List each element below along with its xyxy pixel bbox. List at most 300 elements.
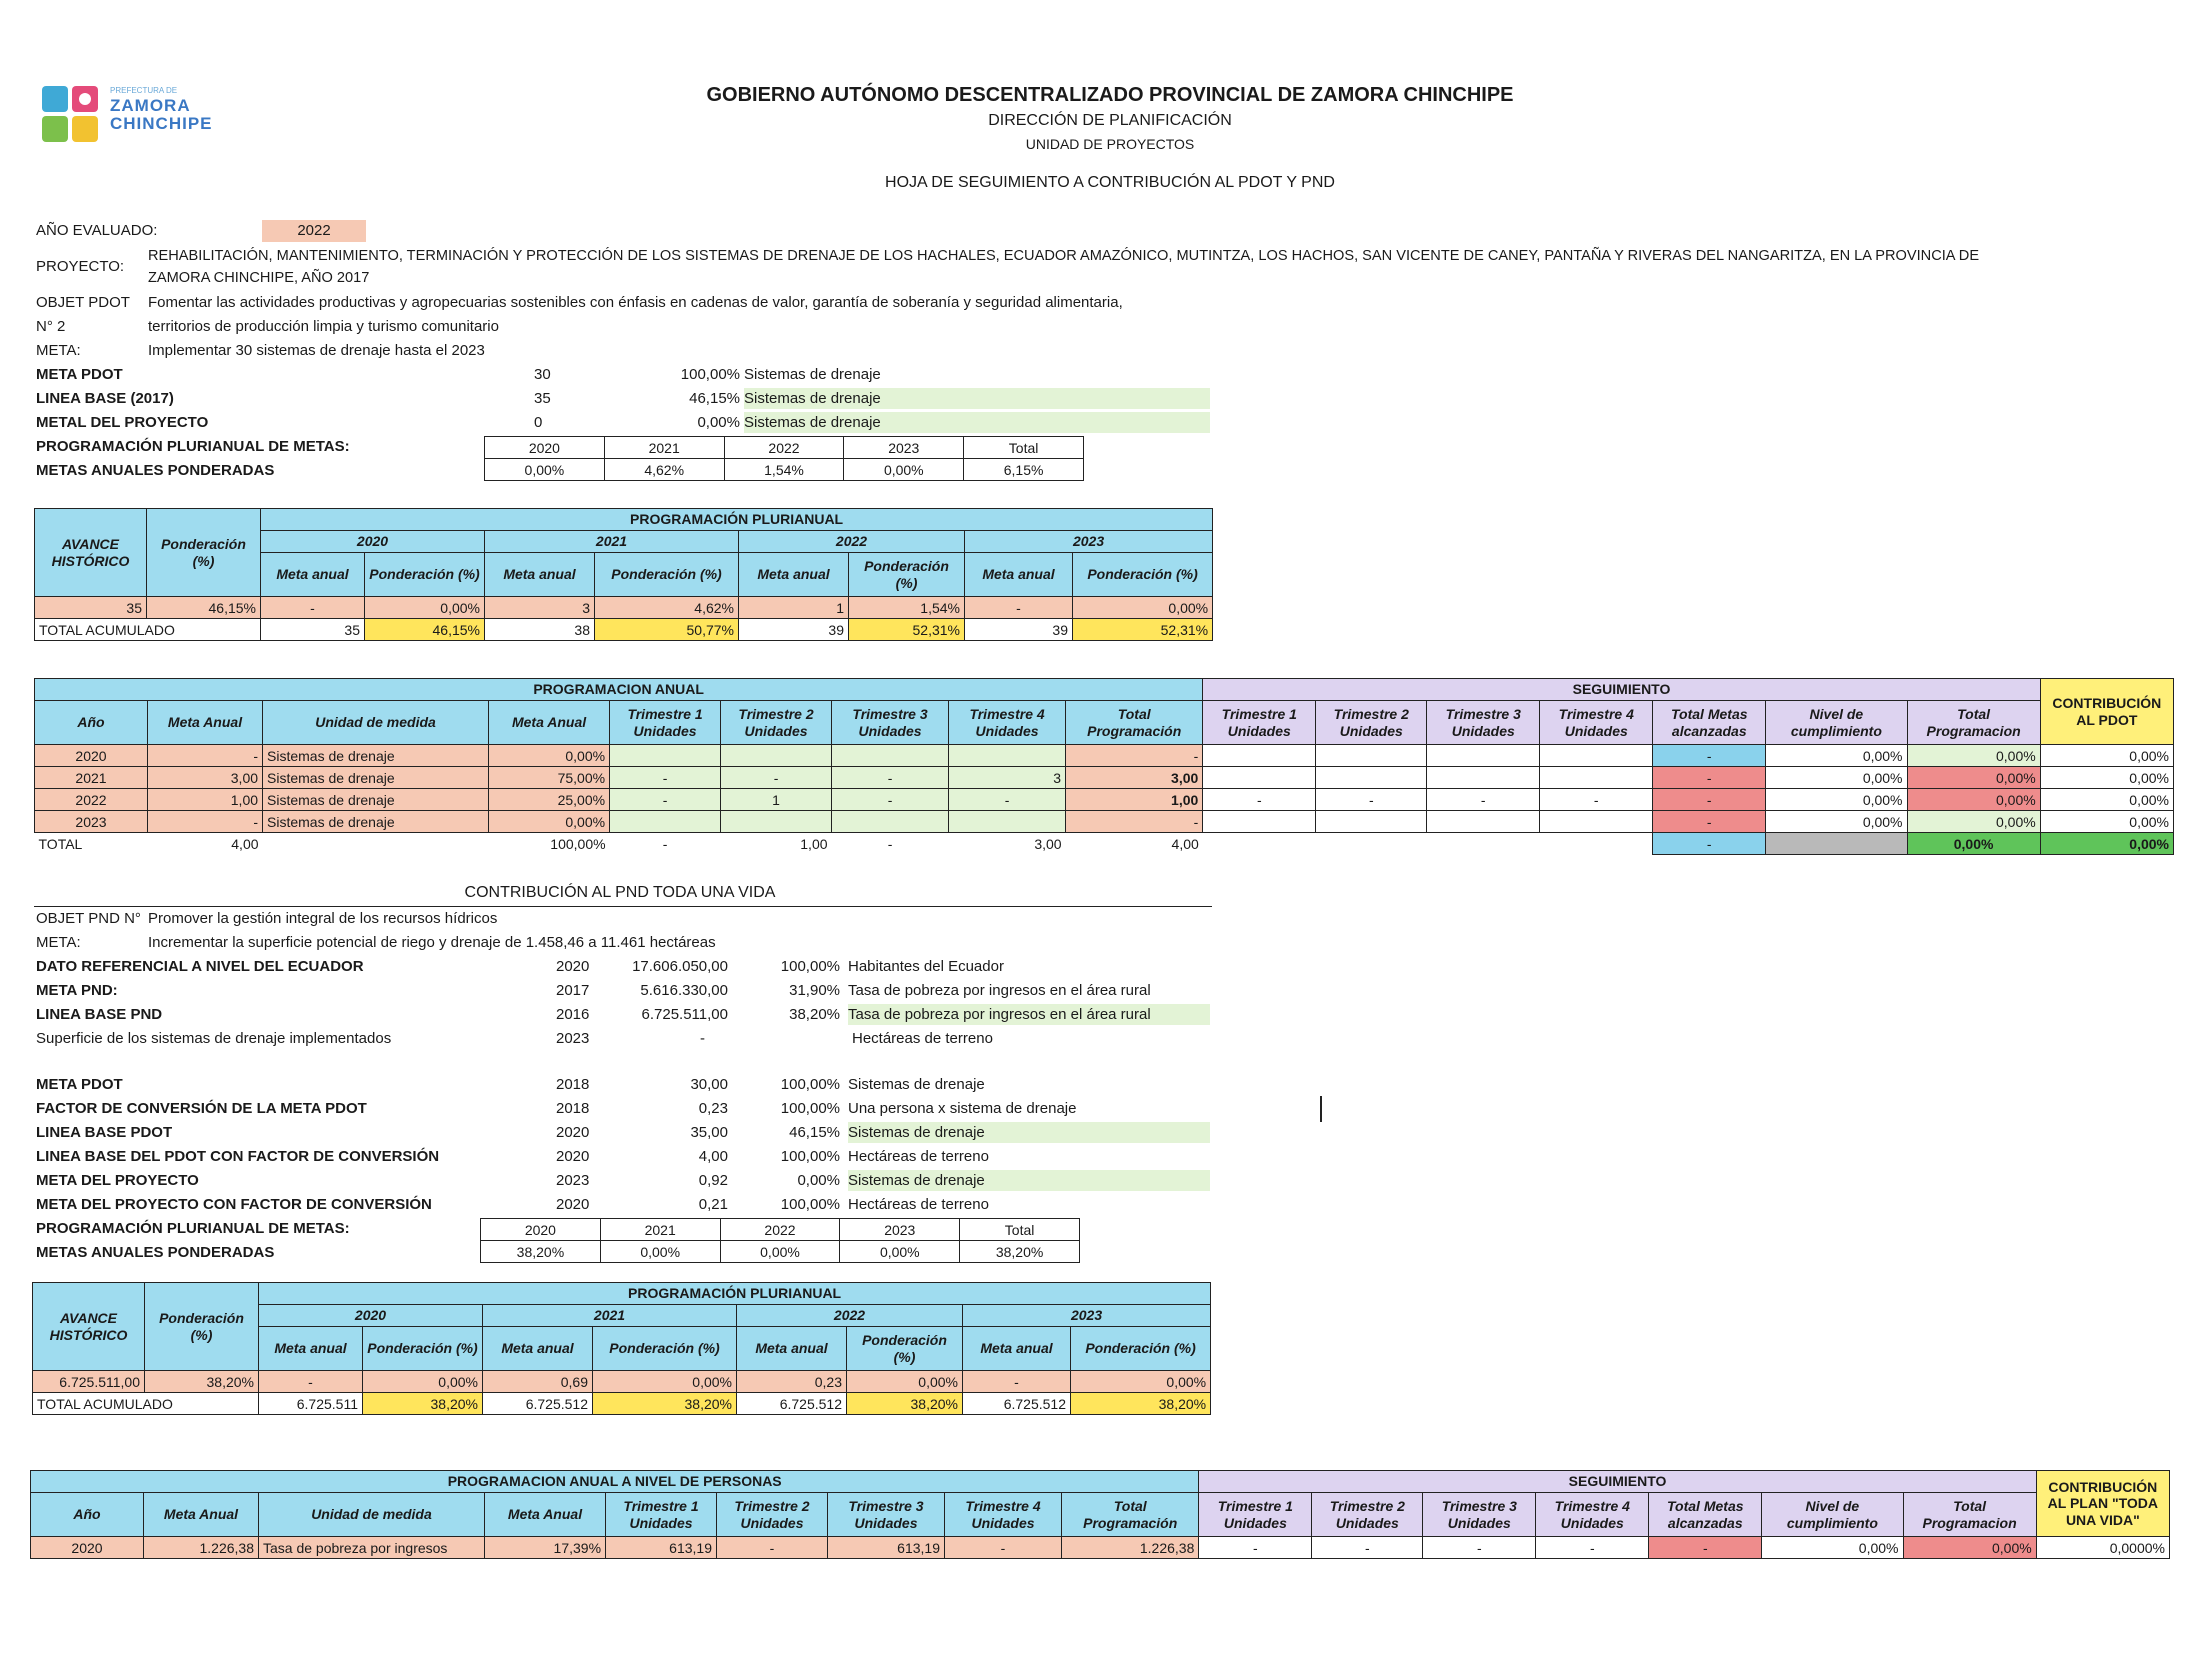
- table-row: [35, 767, 2174, 789]
- table-cell: 6.725.511: [259, 1393, 363, 1415]
- contribucion-header: CONTRIBUCIÓN AL PDOT: [2040, 679, 2173, 745]
- page-title: GOBIERNO AUTÓNOMO DESCENTRALIZADO PROVINCIAL DE ZAMORA CHINCHIPE: [706, 84, 1514, 106]
- column-header: Trimestre 4 Unidades: [1536, 1493, 1649, 1537]
- column-header: Total Programación: [1066, 701, 1203, 745]
- pnd-title-underline: [34, 906, 1212, 907]
- table-cell: 0,00%: [593, 1371, 737, 1393]
- year-header: 2020: [259, 1305, 483, 1327]
- column-header: Trimestre 2 Unidades: [1316, 701, 1427, 745]
- table-cell: -: [963, 1371, 1071, 1393]
- ponderacion-header: Ponderación (%): [147, 509, 261, 597]
- table-cell: [1427, 767, 1540, 789]
- meta-label: META:: [36, 342, 81, 359]
- year-header: 2020: [481, 1219, 601, 1241]
- table-cell: [1203, 811, 1316, 833]
- table-cell: -: [1649, 1537, 1762, 1559]
- pnd-row-value: 6.725.511,00: [641, 1006, 728, 1023]
- table-cell: 38,20%: [363, 1393, 483, 1415]
- column-header: Nivel de cumplimiento: [1766, 701, 1907, 745]
- pdot-row-pct: 0,00%: [697, 414, 740, 431]
- total-row: [35, 833, 2174, 855]
- column-header: Trimestre 1 Unidades: [1203, 701, 1316, 745]
- table-cell: [832, 811, 949, 833]
- table-cell: 0,00%: [1766, 811, 1907, 833]
- total-row: [33, 1393, 1211, 1415]
- pnd-meta-value: Incrementar la superficie potencial de riego y drenaje de 1.458,46 a 11.461 hectáreas: [148, 934, 716, 951]
- table-cell: 1,00: [148, 789, 263, 811]
- logo-line2: CHINCHIPE: [110, 114, 213, 133]
- pnd-row-label: FACTOR DE CONVERSIÓN DE LA META PDOT: [36, 1100, 367, 1117]
- table-cell: -: [259, 1371, 363, 1393]
- avance-historico-header: AVANCE HISTÓRICO: [33, 1283, 145, 1371]
- table-cell: [610, 811, 721, 833]
- table-cell: 3,00: [1034, 835, 1062, 852]
- metas-ponderadas-label: METAS ANUALES PONDERADAS: [36, 1244, 275, 1261]
- table-cell: 39: [739, 619, 849, 641]
- year-header: 2021: [485, 531, 739, 553]
- pdot-row-unit: Sistemas de drenaje: [744, 388, 1210, 409]
- table-cell: 0,00%: [1762, 1537, 1903, 1559]
- pdot-row-label: LINEA BASE (2017): [36, 390, 174, 407]
- table-cell: 3,00: [148, 767, 263, 789]
- pnd-row-value: 35,00: [690, 1124, 728, 1141]
- pdot-row-label: META PDOT: [36, 366, 123, 383]
- table-cell: -: [1653, 789, 1766, 811]
- table-cell: -: [1536, 1537, 1649, 1559]
- table-cell: -: [1653, 767, 1766, 789]
- pnd-row-unit: Tasa de pobreza por ingresos en el área rural: [848, 982, 1151, 999]
- proyecto-line1: REHABILITACIÓN, MANTENIMIENTO, TERMINACIÓN Y PROTECCIÓN DE LOS SISTEMAS DE DRENAJE DE LOS HACHALES, ECUADOR AMAZÓNICO, MUTINTZA, LOS HACHOS, SAN VICENTE DE CANEY, PANTAÑA Y RIVERAS DEL NANGARITZA, EN LA PROVINCIA DE: [148, 248, 1980, 264]
- table-cell: -: [949, 789, 1066, 811]
- pdot-row-pct: 46,15%: [689, 390, 740, 407]
- table-cell: Tasa de pobreza por ingresos: [258, 1537, 484, 1559]
- objet-label-2: N° 2: [36, 318, 66, 335]
- year-header: 2021: [483, 1305, 737, 1327]
- table-cell: 4,62%: [595, 597, 739, 619]
- pnd-row-unit: Sistemas de drenaje: [848, 1170, 1210, 1191]
- subtitle-direccion: DIRECCIÓN DE PLANIFICACIÓN: [988, 112, 1232, 129]
- table-cell: -: [945, 1537, 1062, 1559]
- table-cell: 1,00: [800, 835, 828, 852]
- column-header: Trimestre 3 Unidades: [827, 1493, 944, 1537]
- section-title: PROGRAMACIÓN PLURIANUAL: [259, 1283, 1211, 1305]
- pdot-row-label: METAL DEL PROYECTO: [36, 414, 209, 431]
- table-cell: 3: [949, 767, 1066, 789]
- metas-ponderadas-label: METAS ANUALES PONDERADAS: [36, 462, 275, 479]
- column-header: Total Programacion: [1903, 1493, 2036, 1537]
- programacion-anual-personas-table: [30, 1470, 2170, 1559]
- pnd-meta-label: META:: [36, 934, 81, 951]
- pct-cell: 1,54%: [724, 459, 844, 481]
- table-cell: [721, 811, 832, 833]
- column-header: Meta Anual: [489, 701, 610, 745]
- table-cell: 0,00%: [489, 745, 610, 767]
- table-cell: -: [610, 767, 721, 789]
- anio-value: 2022: [262, 220, 366, 242]
- pnd-row-value: 0,23: [698, 1100, 728, 1117]
- table-cell: 35: [261, 619, 365, 641]
- table-cell: 75,00%: [489, 767, 610, 789]
- pnd-row-year: 2020: [556, 1124, 590, 1141]
- pnd-row-unit: Tasa de pobreza por ingresos en el área rural: [848, 1004, 1210, 1025]
- table-cell: [1203, 833, 1316, 855]
- table-cell: 6.725.511,00: [33, 1371, 145, 1393]
- pnd-row-label: LINEA BASE PND: [36, 1006, 163, 1023]
- table-cell: -: [832, 789, 949, 811]
- column-header: Nivel de cumplimiento: [1762, 1493, 1903, 1537]
- table-cell: -: [1316, 789, 1427, 811]
- text-cursor: [1320, 1096, 1322, 1122]
- plurianual-label: PROGRAMACIÓN PLURIANUAL DE METAS:: [36, 438, 350, 455]
- pct-cell: 4,62%: [604, 459, 724, 481]
- table-cell: 0,00%: [1907, 767, 2040, 789]
- column-header: Trimestre 4 Unidades: [949, 701, 1066, 745]
- table-cell: -: [832, 767, 949, 789]
- table-cell: [1316, 833, 1427, 855]
- table-cell: 0,00%: [2040, 745, 2173, 767]
- table-cell: 1: [739, 597, 849, 619]
- meta-anual-header: Meta anual: [963, 1327, 1071, 1371]
- section-title: PROGRAMACION ANUAL A NIVEL DE PERSONAS: [31, 1471, 1199, 1493]
- ponderacion-header: Ponderación (%): [595, 553, 739, 597]
- pdot-row-pct: 100,00%: [680, 366, 740, 383]
- ponderacion-header: Ponderación (%): [1073, 553, 1213, 597]
- table-cell: -: [1312, 1537, 1423, 1559]
- table-cell: 3,00: [1066, 767, 1203, 789]
- table-cell: 0,00%: [1766, 789, 1907, 811]
- column-header: Meta Anual: [143, 1493, 258, 1537]
- pnd-row-value: 0,92: [698, 1172, 728, 1189]
- table-cell: 6.725.512: [483, 1393, 593, 1415]
- pnd-title: CONTRIBUCIÓN AL PND TODA UNA VIDA: [464, 884, 776, 901]
- table-cell: [1316, 745, 1427, 767]
- column-header: Año: [31, 1493, 144, 1537]
- table-cell: 0,00%: [1907, 811, 2040, 833]
- plurianual-table: [484, 436, 1084, 481]
- table-cell: [1316, 767, 1427, 789]
- proyecto-line2: ZAMORA CHINCHIPE, AÑO 2017: [148, 270, 370, 286]
- table-cell: [263, 833, 489, 855]
- pnd-row-unit: Habitantes del Ecuador: [848, 958, 1004, 975]
- table-cell: 46,15%: [147, 597, 261, 619]
- programacion-plurianual-table-pnd: [32, 1282, 1211, 1415]
- pnd-row-year: 2016: [556, 1006, 590, 1023]
- year-header: 2023: [844, 437, 964, 459]
- meta-anual-header: Meta anual: [261, 553, 365, 597]
- table-cell: [1427, 811, 1540, 833]
- table-cell: 46,15%: [365, 619, 485, 641]
- table-cell: -: [148, 811, 263, 833]
- year-header: 2020: [485, 437, 605, 459]
- pnd-row-year: 2017: [556, 982, 590, 999]
- table-cell: [1427, 833, 1540, 855]
- table-cell: 0,00%: [1907, 833, 2040, 855]
- table-cell: -: [610, 789, 721, 811]
- column-header: Unidad de medida: [258, 1493, 484, 1537]
- table-cell: -: [721, 767, 832, 789]
- pnd-row-year: 2018: [556, 1076, 590, 1093]
- province-seal-icon: [36, 80, 106, 150]
- column-header: Unidad de medida: [263, 701, 489, 745]
- table-cell: 17,39%: [484, 1537, 605, 1559]
- total-label: TOTAL ACUMULADO: [33, 1393, 259, 1415]
- table-row: [35, 597, 1213, 619]
- pnd-objet-value: Promover la gestión integral de los recursos hídricos: [148, 910, 498, 927]
- table-row: [35, 745, 2174, 767]
- table-cell: [1540, 811, 1653, 833]
- column-header: Trimestre 1 Unidades: [1199, 1493, 1312, 1537]
- table-cell: 0,00%: [1766, 767, 1907, 789]
- pnd-row-pct: 46,15%: [789, 1124, 840, 1141]
- table-cell: 613,19: [827, 1537, 944, 1559]
- pct-cell: 0,00%: [485, 459, 605, 481]
- plurianual-label: PROGRAMACIÓN PLURIANUAL DE METAS:: [36, 1220, 350, 1237]
- column-header: Trimestre 3 Unidades: [832, 701, 949, 745]
- pnd-row-unit: Hectáreas de terreno: [852, 1030, 993, 1047]
- table-cell: 50,77%: [595, 619, 739, 641]
- table-cell: 0,00%: [489, 811, 610, 833]
- table-cell: -: [1199, 1537, 1312, 1559]
- table-cell: [1540, 745, 1653, 767]
- pnd-row-label: LINEA BASE PDOT: [36, 1124, 173, 1141]
- table-cell: 0,00%: [1071, 1371, 1211, 1393]
- pnd-row-label: DATO REFERENCIAL A NIVEL DEL ECUADOR: [36, 958, 364, 975]
- pct-cell: 38,20%: [481, 1241, 601, 1263]
- table-cell: 0,00%: [1766, 745, 1907, 767]
- table-cell: 4,00: [1171, 835, 1199, 852]
- table-cell: 0,00%: [365, 597, 485, 619]
- table-cell: Sistemas de drenaje: [263, 789, 489, 811]
- pct-cell: 0,00%: [844, 459, 964, 481]
- table-cell: 25,00%: [489, 789, 610, 811]
- pct-cell: 0,00%: [600, 1241, 720, 1263]
- pnd-row-value: 5.616.330,00: [640, 982, 728, 999]
- table-cell: [1203, 745, 1316, 767]
- table-cell: 0,00%: [1073, 597, 1213, 619]
- pnd-row-value: 0,21: [698, 1196, 728, 1213]
- table-cell: [610, 745, 721, 767]
- pnd-row-value: 17.606.050,00: [632, 958, 728, 975]
- column-header: Trimestre 2 Unidades: [1312, 1493, 1423, 1537]
- meta-anual-header: Meta anual: [739, 553, 849, 597]
- table-cell: -: [1653, 811, 1766, 833]
- logo: [36, 80, 216, 150]
- meta-anual-header: Meta anual: [485, 553, 595, 597]
- ponderacion-header: Ponderación (%): [593, 1327, 737, 1371]
- pnd-row-label: LINEA BASE DEL PDOT CON FACTOR DE CONVERSIÓN: [36, 1148, 440, 1165]
- table-cell: -: [1066, 811, 1203, 833]
- table-cell: -: [1203, 789, 1316, 811]
- pnd-row-unit: Hectáreas de terreno: [848, 1148, 989, 1165]
- table-cell: 0,69: [483, 1371, 593, 1393]
- ponderacion-header: Ponderación (%): [363, 1327, 483, 1371]
- total-row: [35, 619, 1213, 641]
- table-cell: 0,00%: [1907, 789, 2040, 811]
- total-label: TOTAL: [38, 835, 83, 852]
- table-cell: 0,00%: [2040, 811, 2173, 833]
- avance-historico-header: AVANCE HISTÓRICO: [35, 509, 147, 597]
- total-header: Total: [964, 437, 1084, 459]
- table-cell: [721, 745, 832, 767]
- pnd-row-value: 4,00: [698, 1148, 728, 1165]
- year-header: 2023: [840, 1219, 960, 1241]
- table-cell: -: [1066, 745, 1203, 767]
- table-cell: 38,20%: [847, 1393, 963, 1415]
- pnd-objet-label: OBJET PND N°: [36, 910, 141, 927]
- sheet-title: HOJA DE SEGUIMIENTO A CONTRIBUCIÓN AL PDOT Y PND: [885, 174, 1335, 191]
- column-header: Trimestre 4 Unidades: [1540, 701, 1653, 745]
- logo-line1: ZAMORA: [110, 96, 191, 115]
- programacion-plurianual-table-pdot: [34, 508, 1213, 641]
- column-header: Total Programación: [1062, 1493, 1199, 1537]
- table-cell: [1427, 745, 1540, 767]
- table-cell: -: [965, 597, 1073, 619]
- column-header: Meta Anual: [148, 701, 263, 745]
- pnd-row-year: 2020: [556, 1148, 590, 1165]
- pnd-row-unit: Una persona x sistema de drenaje: [848, 1100, 1077, 1117]
- subtitle-unidad: UNIDAD DE PROYECTOS: [1025, 136, 1195, 152]
- table-cell: 52,31%: [849, 619, 965, 641]
- table-cell: 2022: [35, 789, 148, 811]
- column-header: Total Metas alcanzadas: [1649, 1493, 1762, 1537]
- pnd-row-unit: Sistemas de drenaje: [848, 1076, 985, 1093]
- table-cell: -: [1653, 833, 1766, 855]
- year-header: 2022: [720, 1219, 840, 1241]
- year-header: 2021: [604, 437, 724, 459]
- table-cell: [1766, 833, 1907, 855]
- table-cell: Sistemas de drenaje: [263, 745, 489, 767]
- meta-anual-header: Meta anual: [965, 553, 1073, 597]
- column-header: Trimestre 3 Unidades: [1427, 701, 1540, 745]
- table-cell: 0,00%: [1907, 745, 2040, 767]
- table-cell: 38,20%: [145, 1371, 259, 1393]
- table-cell: 0,00%: [2040, 767, 2173, 789]
- pnd-row-pct: 38,20%: [789, 1006, 840, 1023]
- table-cell: 2020: [31, 1537, 144, 1559]
- pnd-row-year: 2018: [556, 1100, 590, 1117]
- meta-anual-header: Meta anual: [483, 1327, 593, 1371]
- table-cell: -: [1540, 789, 1653, 811]
- section-title: PROGRAMACIÓN PLURIANUAL: [261, 509, 1213, 531]
- table-cell: 4,00: [231, 835, 259, 852]
- table-cell: -: [148, 745, 263, 767]
- section-title: SEGUIMIENTO: [1203, 679, 2040, 701]
- pct-cell: 6,15%: [964, 459, 1084, 481]
- table-cell: -: [1653, 745, 1766, 767]
- programacion-anual-table-pdot: [34, 678, 2174, 855]
- table-cell: 39: [965, 619, 1073, 641]
- meta-anual-header: Meta anual: [259, 1327, 363, 1371]
- table-cell: [1540, 833, 1653, 855]
- table-row: [31, 1537, 2170, 1559]
- pdot-row-value: 35: [534, 390, 551, 407]
- table-row: [35, 789, 2174, 811]
- pnd-row-label: META DEL PROYECTO: [36, 1172, 199, 1189]
- pnd-row-unit: Hectáreas de terreno: [848, 1196, 989, 1213]
- table-cell: -: [662, 835, 668, 852]
- column-header: Trimestre 4 Unidades: [945, 1493, 1062, 1537]
- pnd-row-year: 2023: [556, 1172, 590, 1189]
- table-cell: 1,00: [1066, 789, 1203, 811]
- table-cell: 1,54%: [849, 597, 965, 619]
- table-cell: [949, 811, 1066, 833]
- table-cell: 38,20%: [593, 1393, 737, 1415]
- table-cell: -: [1427, 789, 1540, 811]
- table-cell: 1: [721, 789, 832, 811]
- table-cell: 6.725.512: [963, 1393, 1071, 1415]
- table-cell: 0,00%: [363, 1371, 483, 1393]
- table-cell: 6.725.512: [737, 1393, 847, 1415]
- objet-label-1: OBJET PDOT: [36, 294, 130, 311]
- pnd-row-label: META PDOT: [36, 1076, 123, 1093]
- table-cell: 2023: [35, 811, 148, 833]
- ponderacion-header: Ponderación (%): [847, 1327, 963, 1371]
- ponderacion-header: Ponderación (%): [849, 553, 965, 597]
- logo-small-text: PREFECTURA DE: [110, 86, 178, 95]
- pdot-row-unit: Sistemas de drenaje: [744, 412, 1210, 433]
- table-cell: 0,00%: [847, 1371, 963, 1393]
- table-cell: 3: [485, 597, 595, 619]
- table-cell: -: [1423, 1537, 1536, 1559]
- table-cell: 0,00%: [2040, 789, 2173, 811]
- ponderacion-header: Ponderación (%): [145, 1283, 259, 1371]
- pnd-row-pct: 100,00%: [780, 1100, 840, 1117]
- proyecto-label: PROYECTO:: [36, 258, 125, 275]
- table-cell: [1203, 767, 1316, 789]
- table-cell: 38: [485, 619, 595, 641]
- meta-value: Implementar 30 sistemas de drenaje hasta el 2023: [148, 342, 485, 359]
- table-cell: 1.226,38: [143, 1537, 258, 1559]
- table-cell: [832, 745, 949, 767]
- table-cell: [1540, 767, 1653, 789]
- pct-cell: 38,20%: [960, 1241, 1080, 1263]
- objet-line2: territorios de producción limpia y turismo comunitario: [148, 318, 499, 335]
- plurianual-table: [480, 1218, 1080, 1263]
- total-header: Total: [960, 1219, 1080, 1241]
- year-header: 2021: [600, 1219, 720, 1241]
- pnd-row-unit: Sistemas de drenaje: [848, 1122, 1210, 1143]
- anio-label: AÑO EVALUADO:: [36, 222, 158, 239]
- meta-anual-header: Meta anual: [737, 1327, 847, 1371]
- pnd-row-value: 30,00: [690, 1076, 728, 1093]
- year-header: 2023: [963, 1305, 1211, 1327]
- column-header: Año: [35, 701, 148, 745]
- pct-cell: 0,00%: [720, 1241, 840, 1263]
- column-header: Trimestre 1 Unidades: [610, 701, 721, 745]
- pnd-row-pct: 100,00%: [780, 1196, 840, 1213]
- table-cell: 1.226,38: [1062, 1537, 1199, 1559]
- table-cell: 2021: [35, 767, 148, 789]
- table-row: [35, 811, 2174, 833]
- table-cell: 613,19: [606, 1537, 717, 1559]
- pdot-row-unit: Sistemas de drenaje: [744, 366, 881, 383]
- column-header: Total Programacion: [1907, 701, 2040, 745]
- total-label: TOTAL ACUMULADO: [35, 619, 261, 641]
- year-header: 2020: [261, 531, 485, 553]
- pnd-row-year: 2020: [556, 958, 590, 975]
- pnd-row-year: 2020: [556, 1196, 590, 1213]
- pnd-row-label: META DEL PROYECTO CON FACTOR DE CONVERSIÓN: [36, 1196, 432, 1213]
- pct-cell: 0,00%: [840, 1241, 960, 1263]
- column-header: Trimestre 1 Unidades: [606, 1493, 717, 1537]
- year-header: 2022: [737, 1305, 963, 1327]
- table-cell: Sistemas de drenaje: [263, 811, 489, 833]
- column-header: Trimestre 2 Unidades: [717, 1493, 828, 1537]
- year-header: 2022: [724, 437, 844, 459]
- section-title: PROGRAMACION ANUAL: [35, 679, 1203, 701]
- pdot-row-value: 30: [534, 366, 551, 383]
- table-row: [33, 1371, 1211, 1393]
